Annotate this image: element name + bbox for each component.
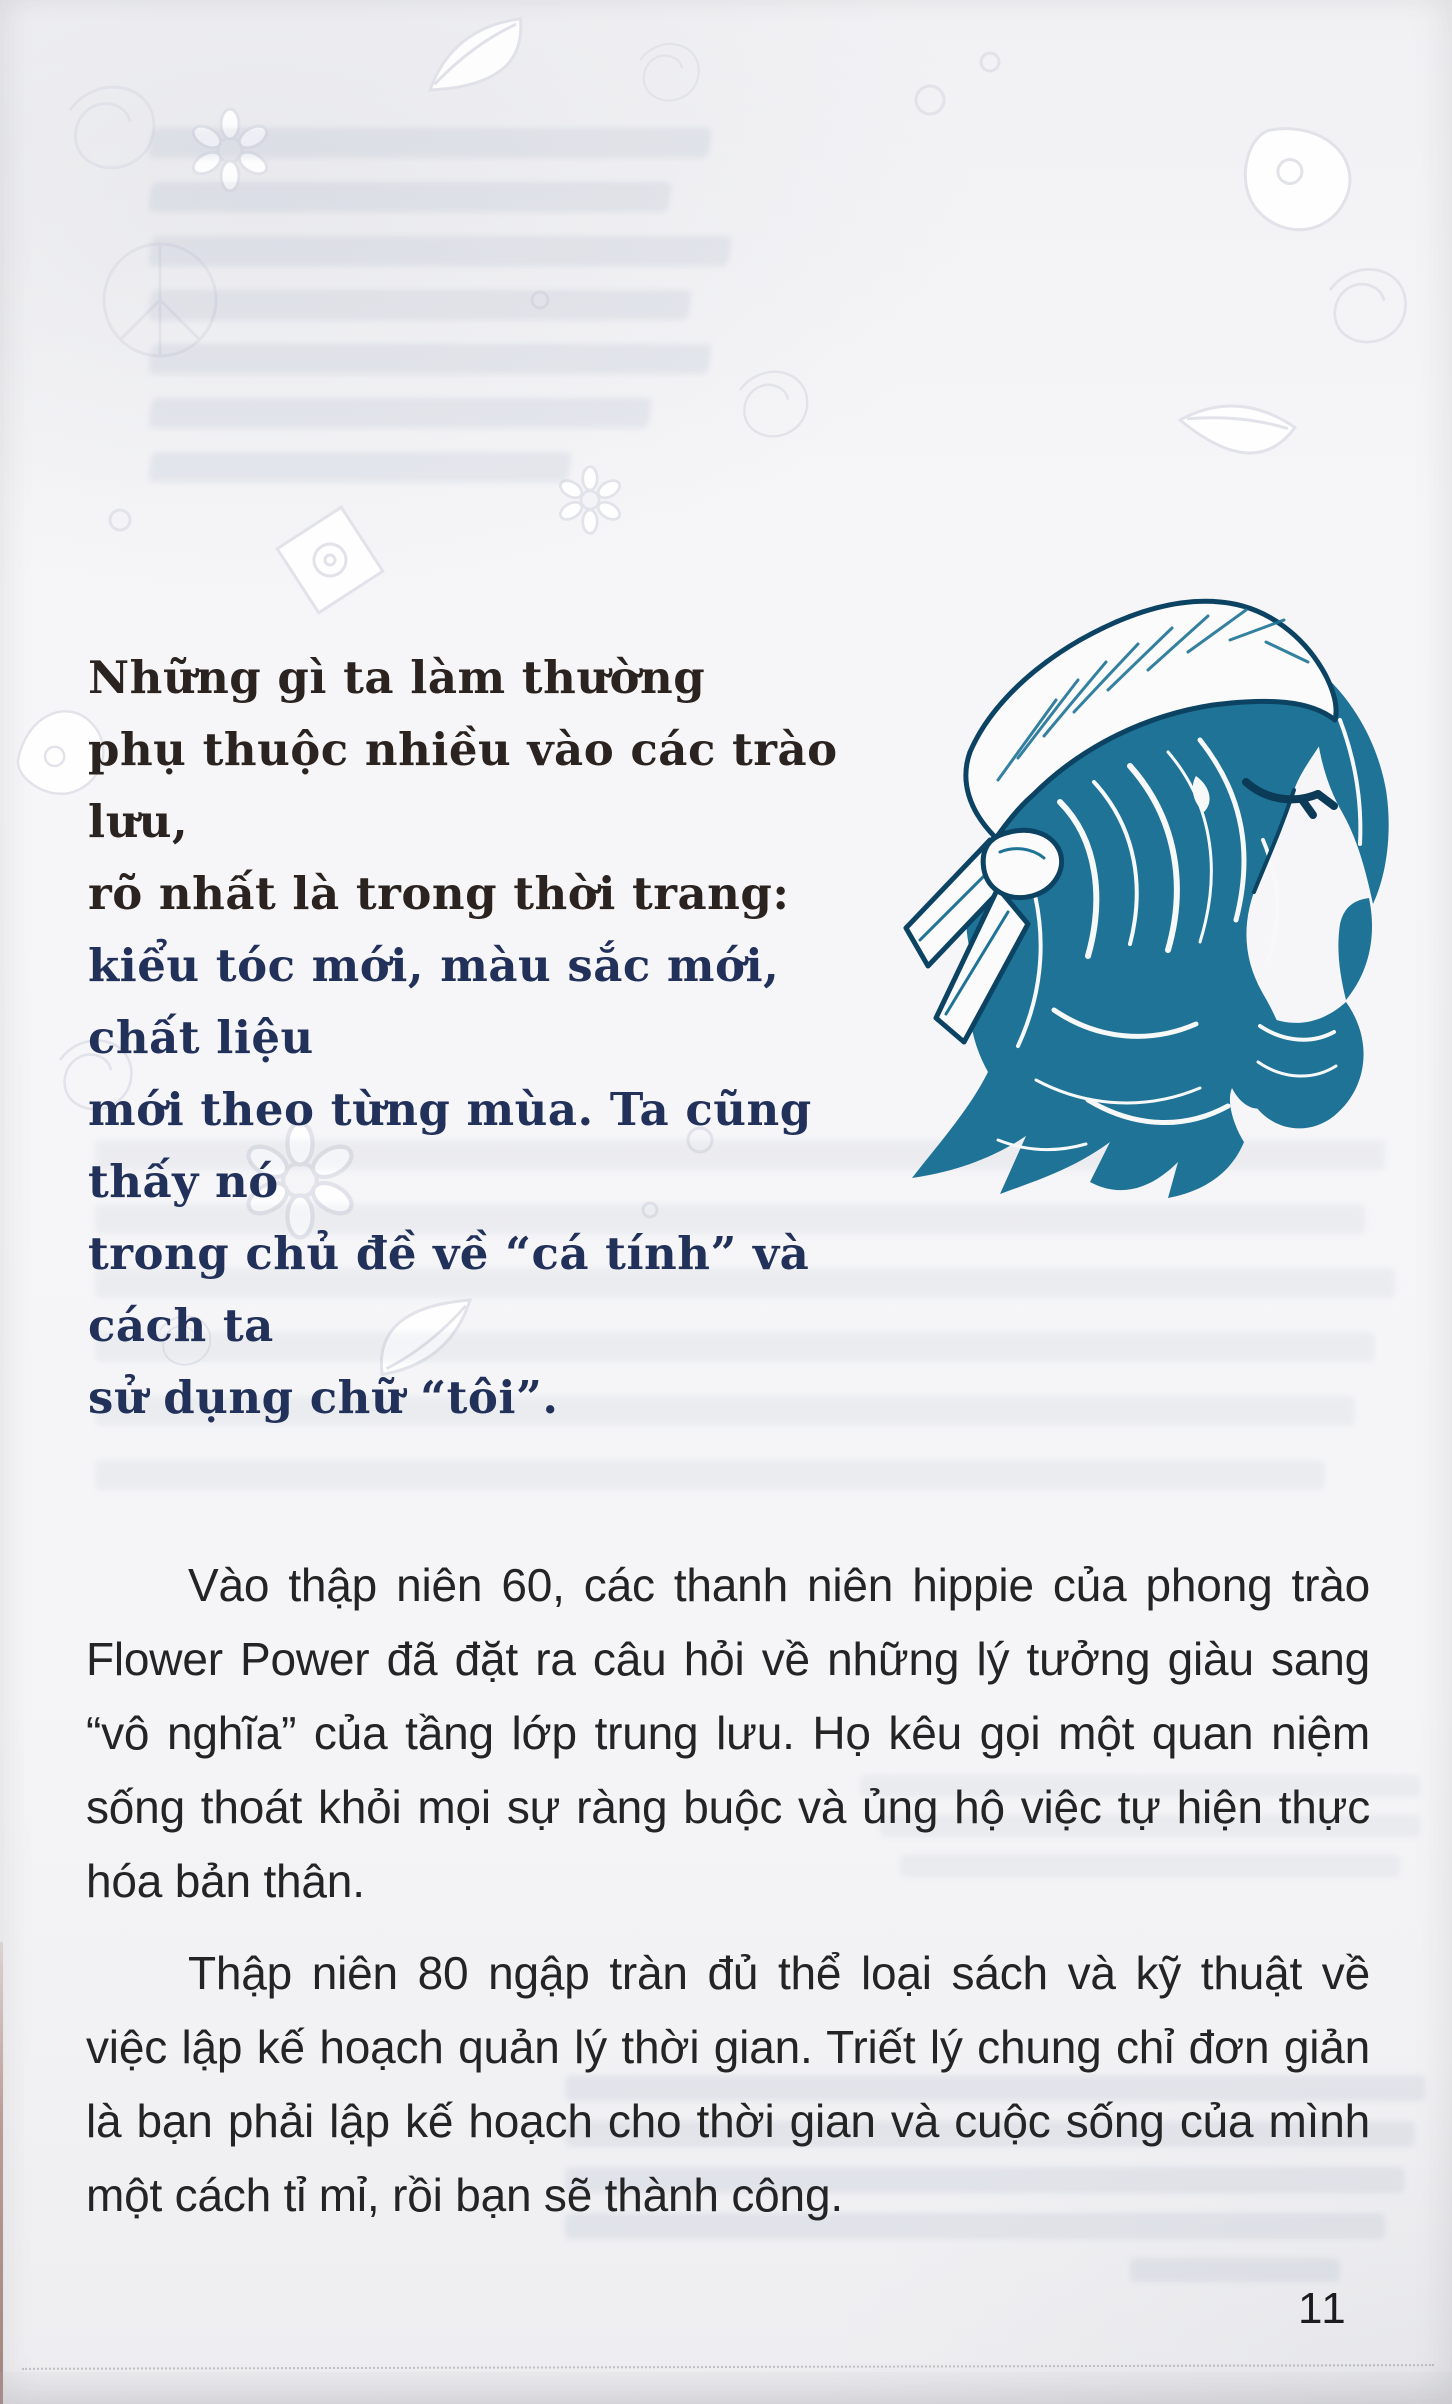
quote-line-accent: trong chủ đề về “cá tính” và cách ta [88,1227,810,1352]
page-number: 11 [1298,2284,1348,2333]
quote-line: phụ thuộc nhiều vào các trào lưu, [88,723,838,848]
ghost-bleedthrough-line [95,1460,1325,1490]
quote-line: Những gì ta làm thường [88,651,706,704]
ghost-bleedthrough-line [148,290,692,320]
scan-bottom-band [0,2372,1452,2404]
paragraph: Thập niên 80 ngập tràn đủ thể loại sách và kỹ thuật về việc lập kế hoạch quản lý thời gian. Triết lý chung chỉ đơn giản là bạn phải lập kế hoạch cho thời gian và cuộc sống của mình một cách tỉ mỉ, rồi bạn sẽ thành công. [86,1947,1370,2221]
woman-headscarf-illustration [848,540,1452,1240]
quote-line-accent: kiểu tóc mới, màu sắc mới, chất liệu [88,939,780,1064]
body-text [86,1548,1370,2250]
ghost-bleedthrough-line [148,452,572,482]
paragraph: Vào thập niên 60, các thanh niên hippie của phong trào Flower Power đã đặt ra câu hỏi về những lý tưởng giàu sang “vô nghĩa” của tầng lớp trung lưu. Họ kêu gọi một quan niệm sống thoát khỏi mọi sự ràng buộc và ủng hộ việc tự hiện thực hóa bản thân. [86,1559,1370,1907]
quote-line-accent: sử dụng chữ “tôi”. [88,1371,559,1424]
scan-edge-shadow [0,1942,3,2404]
ghost-bleedthrough-line [148,398,652,428]
quote-line-accent: mới theo từng mùa. Ta cũng thấy nó [88,1083,812,1208]
ghost-bleedthrough-line [148,182,672,212]
ghost-bleedthrough-line [148,236,732,266]
quote-line: rõ nhất là trong thời trang: [88,867,790,920]
ghost-bleedthrough-line [148,128,712,158]
ghost-bleedthrough-line [148,344,712,374]
ghost-bleedthrough-line [1130,2258,1340,2282]
pull-quote [88,642,848,1434]
